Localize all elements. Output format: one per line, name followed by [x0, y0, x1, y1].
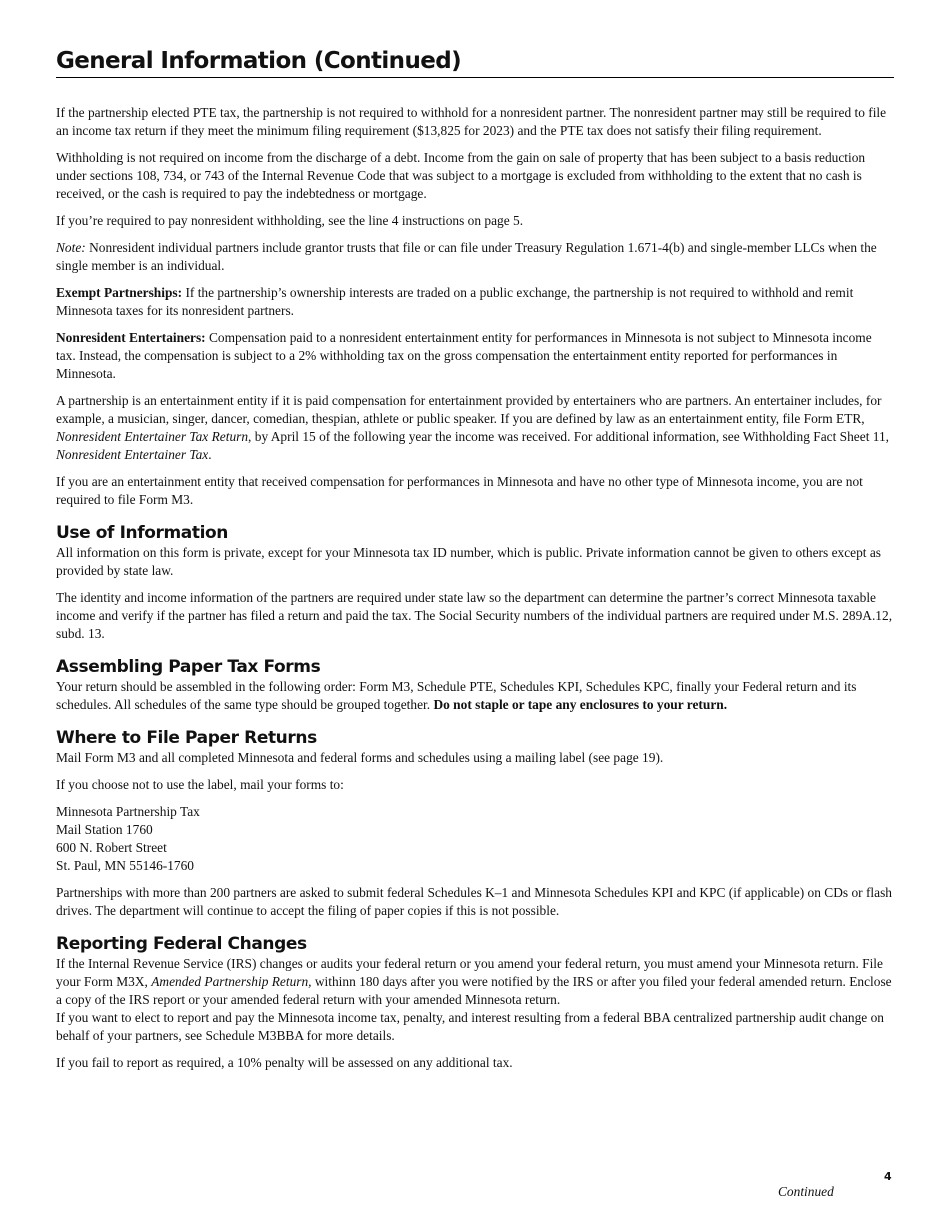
- where-paragraph-1: Mail Form M3 and all completed Minnesota and federal forms and schedules using a mailing label (see page 19).: [56, 750, 664, 765]
- where-paragraph-2: If you choose not to use the label, mail your forms to:: [56, 777, 344, 792]
- m3-paragraph: If you are an entertainment entity that received compensation for performances in Minnesota and have no other type of Minnesota income, you are not required to file Form M3.: [56, 474, 863, 507]
- note-paragraph: [56, 239, 894, 275]
- pte-paragraph: If the partnership elected PTE tax, the partnership is not required to withhold for a nonresident partner. The nonresident partner may still be required to file an income tax return if they meet the minimum filing requirement ($13,825 for 2023) and the PTE tax does not satisfy their filing requirement.: [56, 105, 887, 138]
- entertainers-paragraph: [56, 329, 894, 383]
- address-line: Minnesota Partnership Tax: [56, 804, 200, 819]
- federal-paragraph-2: If you want to elect to report and pay the Minnesota income tax, penalty, and interest resulting from a federal BBA centralized partnership audit change on behalf of your partners, see Schedule M3BBA for more details.: [56, 1010, 884, 1043]
- use-paragraph-1: All information on this form is private, except for your Minnesota tax ID number, which is public. Private information cannot be given to others except as provided by state law.: [56, 545, 882, 578]
- note-text: Nonresident individual partners include grantor trusts that file or can file under Treasury Regulation 1.671-4(b) and single-member LLCs when the single member is an individual.: [56, 240, 877, 273]
- address-line: St. Paul, MN 55146-1760: [56, 858, 195, 873]
- assembling-heading: Assembling Paper Tax Forms: [56, 657, 321, 677]
- entity-paragraph: [56, 392, 894, 464]
- entertainers-label: Nonresident Entertainers:: [56, 330, 206, 345]
- exempt-label: Exempt Partnerships:: [56, 285, 183, 300]
- line4-paragraph: If you’re required to pay nonresident withholding, see the line 4 instructions on page 5.: [56, 213, 524, 228]
- use-paragraph-2: The identity and income information of the partners are required under state law so the department can determine the partner’s correct Minnesota taxable income and verify if the partner has filed a return and paid the tax. The Social Security numbers of the individual partners are required under M.S. 289A.12, subd. 13.: [56, 590, 893, 641]
- exempt-text: If the partnership’s ownership interests are traded on a public exchange, the partnership is not required to withhold and remit Minnesota taxes for its nonresident partners.: [56, 285, 854, 318]
- entity-text-1: A partnership is an entertainment entity if it is paid compensation for entertainment provided by entertainers who are partners. An entertainer includes, for example, a musician, singer, dancer, comedian, thespian, athlete or public speaker. If you are defined by law as an entertainment entity, file Form ETR,: [56, 393, 882, 426]
- staple-warning: Do not staple or tape any enclosures to your return.: [433, 697, 728, 712]
- document-page: [56, 48, 894, 1081]
- federal-paragraph-1: [56, 955, 894, 1009]
- use-heading: Use of Information: [56, 523, 228, 543]
- entertainers-text: Compensation paid to a nonresident entertainment entity for performances in Minnesota is not subject to Minnesota income tax. Instead, the compensation is subject to a 2% withholding tax on the gross compensation the entertainment entity reported for performances in Minnesota.: [56, 330, 872, 381]
- federal-text-2: withinn 180 days after you were notified by the IRS or after you filed your federal amended return. Enclose a copy of the IRS report or your amended federal return with your amended Minnesota return.: [56, 974, 892, 1007]
- federal-heading: Reporting Federal Changes: [56, 934, 307, 954]
- entity-text-3: .: [208, 447, 212, 462]
- where-heading: Where to File Paper Returns: [56, 728, 317, 748]
- assembling-paragraph: [56, 678, 894, 714]
- fact-sheet-title: Nonresident Entertainer Tax: [56, 447, 209, 462]
- m3x-form-title: Amended Partnership Return,: [151, 974, 312, 989]
- address-line: 600 N. Robert Street: [56, 840, 167, 855]
- exempt-paragraph: [56, 284, 894, 320]
- address-line: Mail Station 1760: [56, 822, 153, 837]
- note-label: Note:: [56, 240, 86, 255]
- mailing-address: [56, 803, 894, 875]
- where-paragraph-3: Partnerships with more than 200 partners are asked to submit federal Schedules K–1 and Minnesota Schedules KPI and KPC (if applicable) on CDs or flash drives. The department will continue to accept the filing of paper copies if this is not possible.: [56, 885, 892, 918]
- federal-text-1: If the Internal Revenue Service (IRS) changes or audits your federal return or you amend your federal return, you must amend your Minnesota return. File your Form M3X,: [56, 956, 883, 989]
- etr-form-title: Nonresident Entertainer Tax Return: [56, 429, 249, 444]
- page-title: General Information (Continued): [56, 48, 894, 78]
- federal-paragraph-3: If you fail to report as required, a 10% penalty will be assessed on any additional tax.: [56, 1055, 513, 1070]
- withholding-paragraph: Withholding is not required on income from the discharge of a debt. Income from the gain on sale of property that has been subject to a basis reduction under sections 108, 734, or 743 of the Internal Revenue Code that was subject to a mortgage is excluded from withholding to the extent that no cash is received, or the cash is required to pay the indebtedness or mortgage.: [56, 150, 866, 201]
- continued-label: Continued: [778, 1184, 834, 1199]
- entity-text-2: , by April 15 of the following year the income was received. For additional information, see Withholding Fact Sheet 11,: [248, 429, 889, 444]
- page-number: 4: [884, 1170, 892, 1183]
- assembling-text: Your return should be assembled in the following order: Form M3, Schedule PTE, Schedules KPI, Schedules KPC, finally your Federal return and its schedules. All schedules of the same type should be grouped together.: [56, 679, 857, 712]
